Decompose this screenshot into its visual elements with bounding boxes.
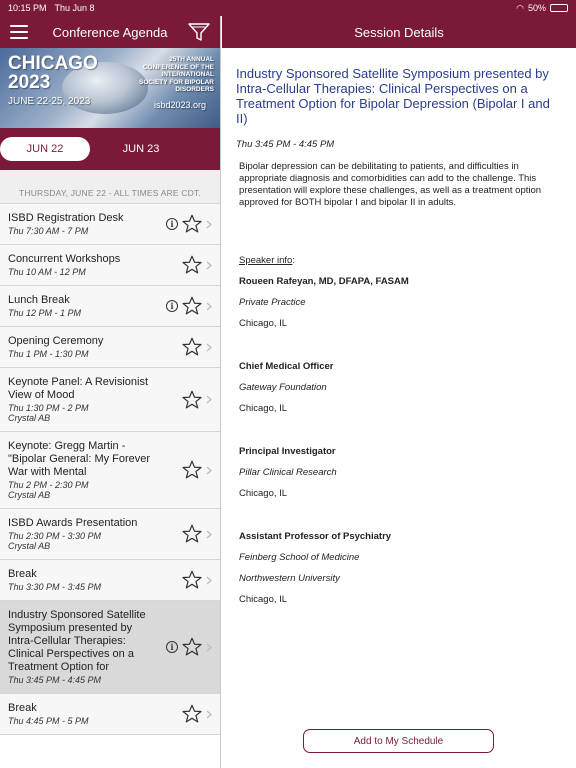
filter-icon[interactable] <box>188 22 210 42</box>
session-row-title: Keynote: Gregg Martin - "Bipolar General: My Forever War with Mental <box>8 440 151 478</box>
tab-jun-22[interactable]: JUN 22 <box>0 137 90 161</box>
speaker-organization: Northwestern University <box>239 573 340 584</box>
speaker-info-label: Speaker info: <box>239 255 295 266</box>
session-details <box>222 48 576 605</box>
agenda-title: Conference Agenda <box>52 24 168 40</box>
conference-banner <box>0 48 220 128</box>
session-row-title: Keynote Panel: A Revisionist View of Mood <box>8 376 149 401</box>
star-icon[interactable] <box>181 569 203 591</box>
session-row[interactable] <box>0 286 220 327</box>
speaker-organization: Private Practice <box>239 297 306 308</box>
session-row-title: Break <box>8 702 37 714</box>
session-row-time: Thu 1 PM - 1:30 PM <box>8 349 89 359</box>
session-row[interactable] <box>0 694 220 735</box>
session-row-title: Opening Ceremony <box>8 335 104 347</box>
session-row-time: Thu 4:45 PM - 5 PM <box>8 716 89 726</box>
session-row-time: Thu 3:30 PM - 3:45 PM <box>8 582 102 592</box>
star-icon[interactable] <box>181 703 203 725</box>
status-time: 10:15 PM <box>8 3 47 13</box>
speaker-organization: Feinberg School of Medicine <box>239 552 360 563</box>
session-row[interactable] <box>0 327 220 368</box>
chevron-right-icon <box>206 302 212 311</box>
session-row-time: Thu 12 PM - 1 PM <box>8 308 82 318</box>
banner-url: isbd2023.org <box>153 100 206 110</box>
add-to-schedule-button[interactable]: Add to My Schedule <box>303 729 494 753</box>
session-row-title: ISBD Registration Desk <box>8 212 124 224</box>
info-icon[interactable]: i <box>166 300 178 312</box>
star-icon[interactable] <box>181 295 203 317</box>
session-row[interactable] <box>0 509 220 560</box>
chevron-right-icon <box>206 576 212 585</box>
tab-jun-23[interactable]: JUN 23 <box>122 143 160 155</box>
session-time: Thu 3:45 PM - 4:45 PM <box>236 139 335 150</box>
session-row[interactable] <box>0 601 220 694</box>
agenda-pane <box>0 16 221 768</box>
session-row-title: Lunch Break <box>8 294 70 306</box>
session-row-actions <box>181 569 212 591</box>
session-row-actions <box>166 295 212 317</box>
star-icon[interactable] <box>181 523 203 545</box>
session-row-title: Break <box>8 568 37 580</box>
chevron-right-icon <box>206 643 212 652</box>
speaker-location: Chicago, IL <box>239 488 288 499</box>
session-row-room: Crystal AB <box>8 541 51 551</box>
chevron-right-icon <box>206 466 212 475</box>
wifi-icon: ◠ <box>516 2 524 13</box>
session-row[interactable] <box>0 204 220 245</box>
chevron-right-icon <box>206 395 212 404</box>
speaker-location: Chicago, IL <box>239 318 288 329</box>
speaker-heading: Assistant Professor of Psychiatry <box>239 531 392 542</box>
speaker-block <box>236 531 562 605</box>
chevron-right-icon <box>206 343 212 352</box>
status-date: Thu Jun 8 <box>54 3 95 13</box>
session-row-time: Thu 1:30 PM - 2 PM <box>8 403 89 413</box>
status-bar <box>0 0 576 16</box>
speaker-block <box>236 276 562 329</box>
session-row[interactable] <box>0 245 220 286</box>
speaker-location: Chicago, IL <box>239 403 288 414</box>
speaker-location: Chicago, IL <box>239 594 288 605</box>
speaker-organization: Pillar Clinical Research <box>239 467 337 478</box>
star-icon[interactable] <box>181 636 203 658</box>
speaker-block <box>236 446 562 499</box>
session-row[interactable] <box>0 368 220 432</box>
details-pane <box>222 16 576 768</box>
session-row-room: Crystal AB <box>8 413 51 423</box>
day-header: THURSDAY, JUNE 22 - ALL TIMES ARE CDT. <box>0 170 220 204</box>
star-icon[interactable] <box>181 389 203 411</box>
session-row-time: Thu 7:30 AM - 7 PM <box>8 226 89 236</box>
session-row[interactable] <box>0 432 220 509</box>
session-row-actions <box>181 254 212 276</box>
info-icon[interactable]: i <box>166 641 178 653</box>
banner-dates: JUNE 22-25, 2023 <box>8 96 91 107</box>
banner-city: CHICAGO 2023 <box>8 53 98 93</box>
session-row-actions <box>166 636 212 658</box>
star-icon[interactable] <box>181 336 203 358</box>
session-title: Industry Sponsored Satellite Symposium presented by Intra-Cellular Therapies: Clinical Perspectives on a Treatment Option for Bipolar Depression (Bipolar I and II) <box>236 66 550 126</box>
menu-icon[interactable] <box>10 25 28 39</box>
session-row-time: Thu 10 AM - 12 PM <box>8 267 86 277</box>
chevron-right-icon <box>206 710 212 719</box>
star-icon[interactable] <box>181 213 203 235</box>
speaker-heading: Principal Investigator <box>239 446 336 457</box>
session-row[interactable] <box>0 560 220 601</box>
info-icon[interactable]: i <box>166 218 178 230</box>
session-row-actions <box>166 213 212 235</box>
chevron-right-icon <box>206 261 212 270</box>
session-row-actions <box>181 336 212 358</box>
session-row-title: ISBD Awards Presentation <box>8 517 138 529</box>
session-row-actions <box>181 459 212 481</box>
agenda-nav-bar <box>0 16 220 48</box>
session-row-title: Industry Sponsored Satellite Symposium presented by Intra-Cellular Therapies: Clinical Perspectives on a Treatment Option for <box>8 609 146 673</box>
battery-percent: 50% <box>527 3 546 13</box>
session-row-time: Thu 2 PM - 2:30 PM <box>8 480 89 490</box>
speaker-organization: Gateway Foundation <box>239 382 327 393</box>
speaker-list <box>236 276 562 605</box>
speaker-block <box>236 361 562 414</box>
speaker-heading: Chief Medical Officer <box>239 361 334 372</box>
session-row-time: Thu 2:30 PM - 3:30 PM <box>8 531 102 541</box>
session-row-room: Crystal AB <box>8 490 51 500</box>
star-icon[interactable] <box>181 254 203 276</box>
battery-icon <box>550 4 568 12</box>
details-title: Session Details <box>222 16 576 48</box>
session-description: Bipolar depression can be debilitating to patients, and difficulties in appropriate diagnosis and comorbidities can add to the challenge. This presentation will explore these challenges, as well as a treatment option approved for BOTH bipolar I and bipolar II in adults. <box>239 161 542 208</box>
session-row-actions <box>181 523 212 545</box>
session-row-title: Concurrent Workshops <box>8 253 121 265</box>
session-row-actions <box>181 703 212 725</box>
speaker-heading: Roueen Rafeyan, MD, DFAPA, FASAM <box>239 276 409 287</box>
star-icon[interactable] <box>181 459 203 481</box>
banner-conference: 25TH ANNUAL CONFERENCE OF THE INTERNATIONAL SOCIETY FOR BIPOLAR DISORDERS <box>139 56 214 93</box>
chevron-right-icon <box>206 530 212 539</box>
day-tabs <box>0 128 220 170</box>
session-row-time: Thu 3:45 PM - 4:45 PM <box>8 675 102 685</box>
chevron-right-icon <box>206 220 212 229</box>
session-list <box>0 204 220 735</box>
session-row-actions <box>181 389 212 411</box>
